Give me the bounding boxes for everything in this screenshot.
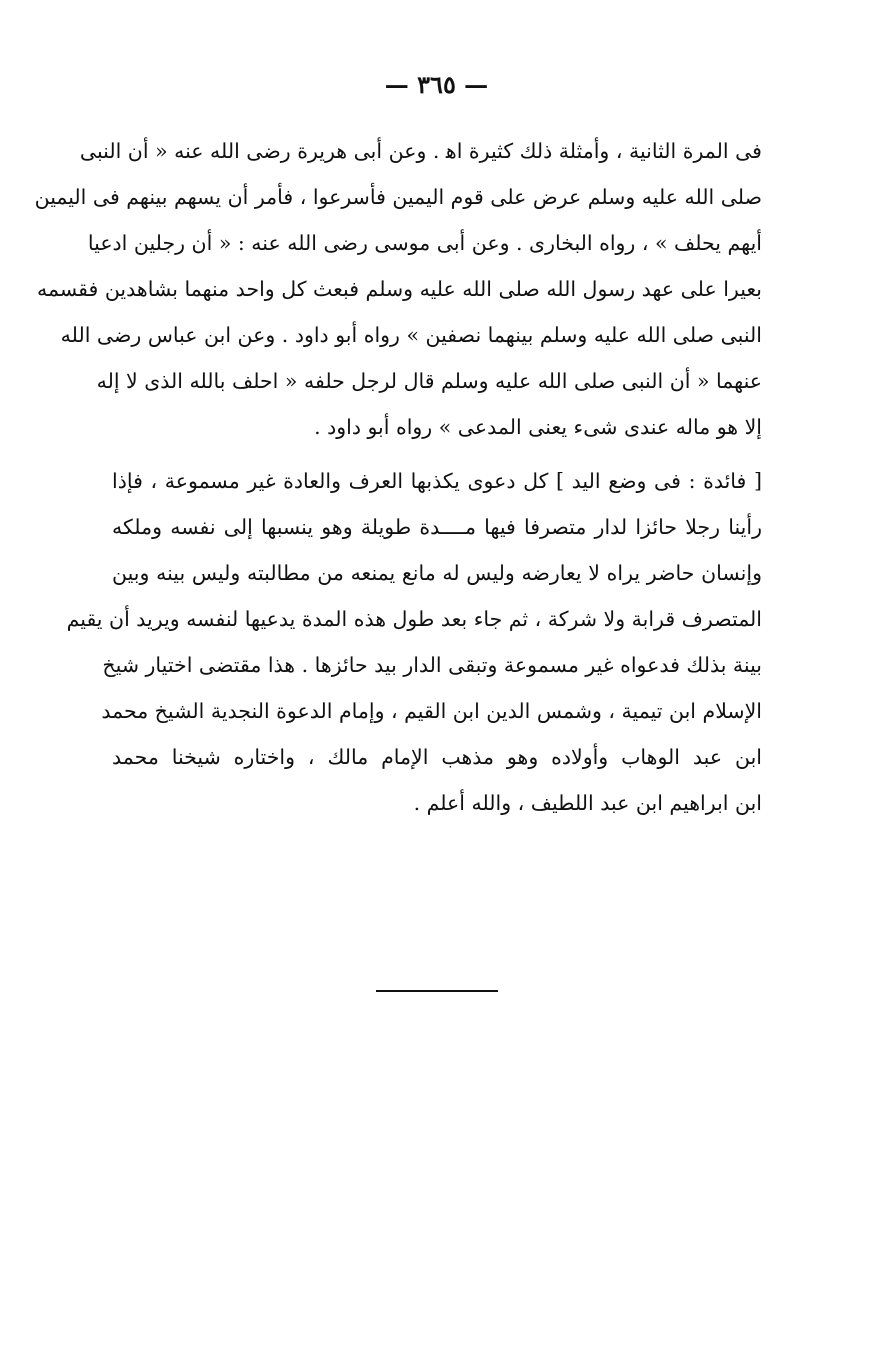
text-line: بينة بذلك فدعواه غير مسموعة وتبقى الدار بيد حائزها . هذا مقتضى اختيار شيخ xyxy=(102,653,762,677)
paragraph-hadith xyxy=(34,128,762,450)
text-line: ابن عبد الوهاب وأولاده وهو مذهب الإمام مالك ، واختاره شيخنا محمد xyxy=(112,745,762,769)
text-line: إلا هو ماله عندى شىء يعنى المدعى » رواه أبو داود . xyxy=(314,415,762,439)
paragraph-faida xyxy=(66,458,762,826)
text-line: وإنسان حاضر يراه لا يعارضه وليس له مانع يمنعه من مطالبته وليس بينه وبين xyxy=(112,561,762,585)
text-line: عنهما « أن النبى صلى الله عليه وسلم قال لرجل حلفه « احلف بالله الذى لا إله xyxy=(96,369,762,393)
text-line: النبى صلى الله عليه وسلم بينهما نصفين » رواه أبو داود . وعن ابن عباس رضى الله xyxy=(60,323,762,347)
text-line: رأينا رجلا حائزا لدار متصرفا فيها مــــدة طويلة وهو ينسبها إلى نفسه وملكه xyxy=(112,515,762,539)
text-line: صلى الله عليه وسلم عرض على قوم اليمين فأسرعوا ، فأمر أن يسهم بينهم فى اليمين xyxy=(34,185,762,209)
text-line: الإسلام ابن تيمية ، وشمس الدين ابن القيم ، وإمام الدعوة النجدية الشيخ محمد xyxy=(101,699,762,723)
text-line: بعيرا على عهد رسول الله صلى الله عليه وسلم فبعث كل واحد منهما بشاهدين فقسمه xyxy=(37,277,762,301)
text-line: ابن ابراهيم ابن عبد اللطيف ، والله أعلم . xyxy=(413,791,762,815)
end-divider xyxy=(376,990,498,992)
text-line: المتصرف قرابة ولا شركة ، ثم جاء بعد طول هذه المدة يدعيها لنفسه ويريد أن يقيم xyxy=(66,607,762,631)
text-line: أيهم يحلف » ، رواه البخارى . وعن أبى موسى رضى الله عنه : « أن رجلين ادعيا xyxy=(87,231,762,255)
page-number: — ٣٦٥ — xyxy=(384,70,489,99)
text-line: [ فائدة : فى وضع اليد ] كل دعوى يكذبها العرف والعادة غير مسموعة ، فإذا xyxy=(112,469,762,493)
text-line: فى المرة الثانية ، وأمثلة ذلك كثيرة اه‍ . وعن أبى هريرة رضى الله عنه « أن النبى xyxy=(79,139,762,163)
